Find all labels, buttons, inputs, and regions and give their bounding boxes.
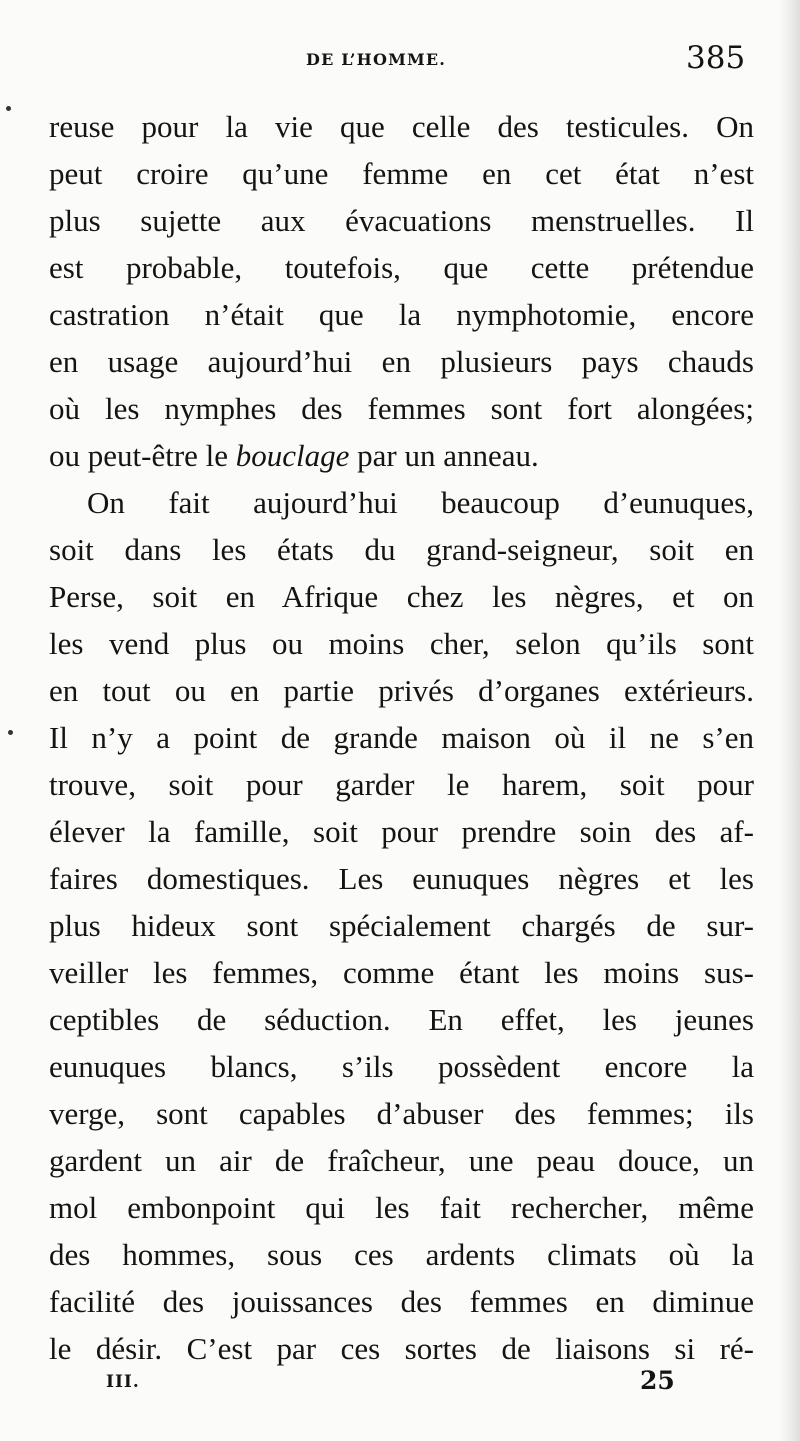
text-line: soit dans les états du grand-seigneur, soit en	[49, 532, 754, 567]
text-line-with-italic: ou peut-être le bouclage par un anneau.	[49, 438, 539, 473]
text-line: les vend plus ou moins cher, selon qu’ils sont	[49, 626, 754, 661]
text-line: veiller les femmes, comme étant les moins sus-	[49, 955, 754, 990]
text-line: ceptibles de séduction. En effet, les jeunes	[49, 1002, 754, 1037]
text-line: eunuques blancs, s’ils possèdent encore la	[49, 1049, 754, 1084]
body-text	[49, 103, 754, 1372]
text-line: trouve, soit pour garder le harem, soit pour	[49, 767, 754, 802]
text-line: faires domestiques. Les eunuques nègres et les	[49, 861, 754, 896]
volume-number: III.	[106, 1372, 140, 1392]
page-number: 385	[686, 40, 746, 76]
paragraph-first-line: On fait aujourd’hui beaucoup d’eunuques,	[87, 485, 754, 520]
signature-mark: 25	[640, 1366, 675, 1395]
page-edge-shadow	[778, 0, 800, 1441]
text-line: Il n’y a point de grande maison où il ne s’en	[49, 720, 754, 755]
text-line: verge, sont capables d’abuser des femmes; ils	[49, 1096, 754, 1131]
text-line: le désir. C’est par ces sortes de liaisons si ré-	[49, 1331, 754, 1366]
text-line: castration n’était que la nymphotomie, encore	[49, 297, 754, 332]
running-head: DE L’HOMME.	[306, 50, 447, 69]
text-line: reuse pour la vie que celle des testicules. On	[49, 109, 754, 144]
text-line: en usage aujourd’hui en plusieurs pays chauds	[49, 344, 754, 379]
page-header	[0, 40, 800, 94]
text-line: mol embonpoint qui les fait rechercher, même	[49, 1190, 754, 1225]
italic-word: bouclage	[235, 438, 350, 473]
text-line: où les nymphes des femmes sont fort alongées;	[49, 391, 754, 426]
text-line: des hommes, sous ces ardents climats où la	[49, 1237, 754, 1272]
text-line: élever la famille, soit pour prendre soin des af-	[49, 814, 754, 849]
text-line: facilité des jouissances des femmes en diminue	[49, 1284, 754, 1319]
text-line: gardent un air de fraîcheur, une peau douce, un	[49, 1143, 754, 1178]
print-speck	[6, 106, 11, 111]
print-speck	[8, 730, 13, 735]
text-line: plus hideux sont spécialement chargés de sur-	[49, 908, 754, 943]
text-line: en tout ou en partie privés d’organes extérieurs.	[49, 673, 754, 708]
text-line: plus sujette aux évacuations menstruelles. Il	[49, 203, 754, 238]
text-line: peut croire qu’une femme en cet état n’est	[49, 156, 754, 191]
text-line: est probable, toutefois, que cette prétendue	[49, 250, 754, 285]
text-line: Perse, soit en Afrique chez les nègres, et on	[49, 579, 754, 614]
page-footer	[0, 1366, 800, 1406]
